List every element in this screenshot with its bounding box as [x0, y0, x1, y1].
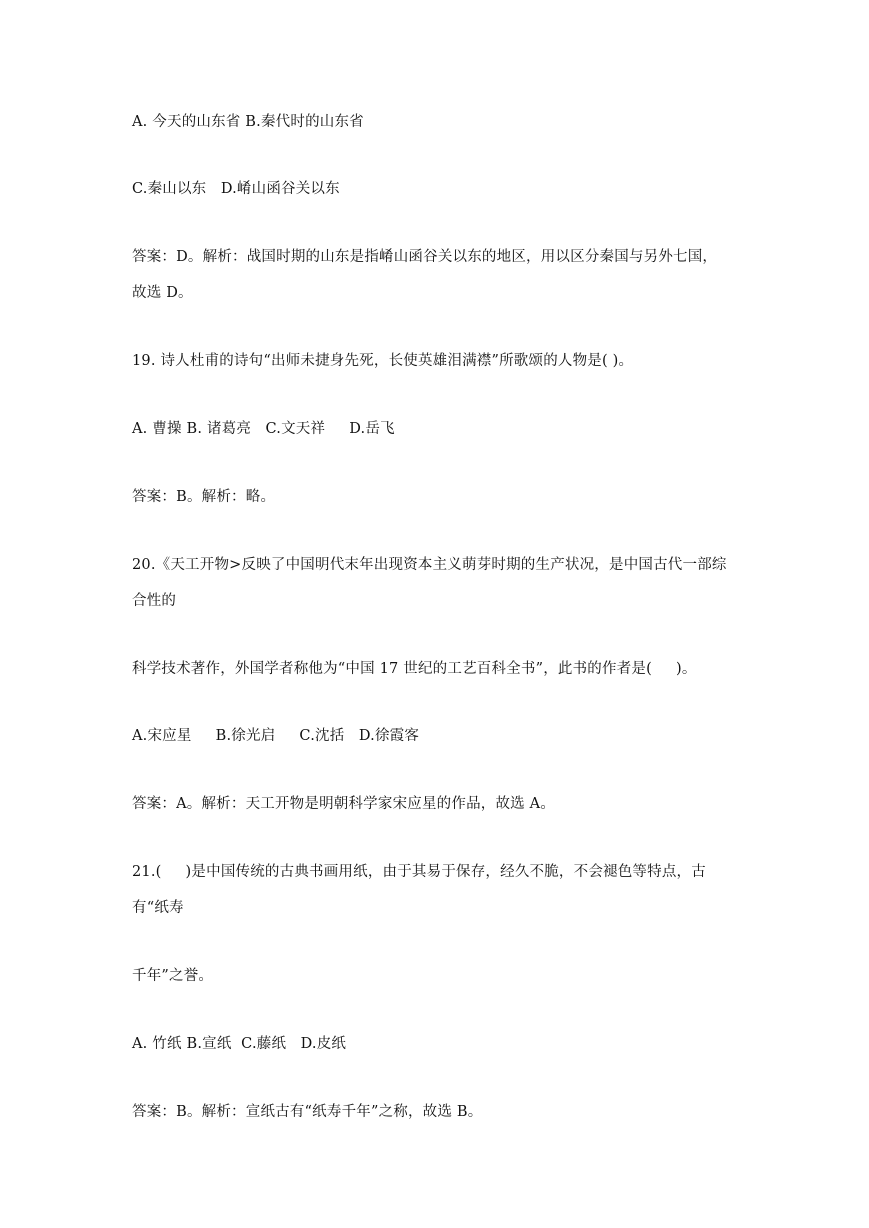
q20-question-line-1: 20.《天工开物>反映了中国明代末年出现资本主义萌芽时期的生产状况，是中国古代一部综 [132, 557, 727, 573]
q18-options-line-1: A. 今天的山东省 B.秦代时的山东省 [132, 114, 364, 130]
q21-question-line-1: 21.( )是中国传统的古典书画用纸，由于其易于保存，经久不脆，不会褪色等特点，古 [132, 864, 706, 880]
q20-options: A.宋应星 B.徐光启 C.沈括 D.徐霞客 [132, 728, 420, 744]
q18-answer-line-1: 答案：D。解析：战国时期的山东是指崤山函谷关以东的地区，用以区分秦国与另外七国， [132, 249, 718, 265]
q19-options: A. 曹操 B. 诸葛亮 C.文天祥 D.岳飞 [132, 421, 395, 437]
q18-answer-line-2: 故选 D。 [132, 285, 193, 301]
q20-question-line-3: 科学技术著作，外国学者称他为“中国 17 世纪的工艺百科全书”，此书的作者是( )。 [132, 661, 697, 677]
q21-question-line-2: 有“纸寿 [132, 900, 184, 916]
q20-answer: 答案：A。解析：天工开物是明朝科学家宋应星的作品，故选 A。 [132, 796, 556, 812]
q18-options-line-2: C.秦山以东 D.崤山函谷关以东 [132, 181, 340, 197]
q21-question-line-3: 千年”之誉。 [132, 968, 214, 984]
q19-answer: 答案：B。解析：略。 [132, 489, 276, 505]
q19-question: 19. 诗人杜甫的诗句“出师未捷身先死，长使英雄泪满襟”所歌颂的人物是( )。 [132, 353, 634, 369]
q21-answer: 答案：B。解析：宣纸古有“纸寿千年”之称，故选 B。 [132, 1104, 483, 1120]
q20-question-line-2: 合性的 [132, 593, 177, 609]
q21-options: A. 竹纸 B.宣纸 C.藤纸 D.皮纸 [132, 1036, 347, 1052]
